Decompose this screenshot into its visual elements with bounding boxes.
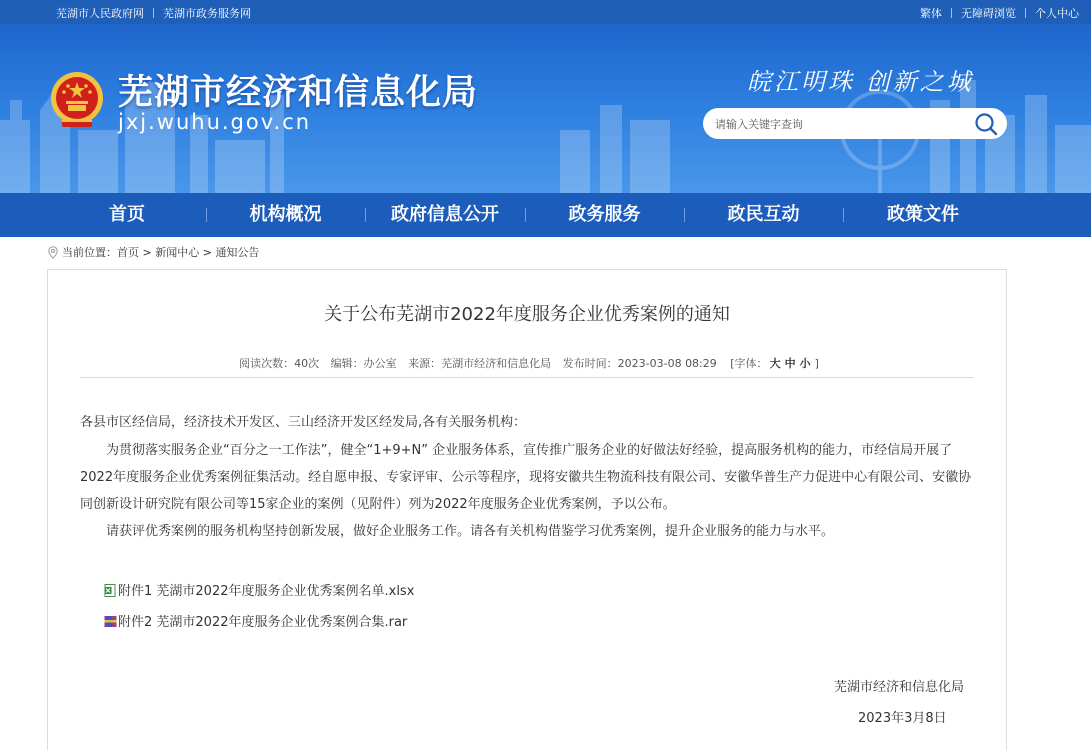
article-paragraph: 为贯彻落实服务企业“百分之一工作法”，健全“1+9+N” 企业服务体系，宣传推广服务企业的好做法好经验，提高服务机构的能力，市经信局开展了2022年度服务企业优秀案例征集活动。经自愿申报、专家评审、公示等程序，现将安徽共生物流科技有限公司、安徽华普生产力促进中心有限公司、安徽协同创新设计研究院有限公司等15家企业的案例（见附件）列为2022年度服务企业优秀案例，予以公布。 [80, 443, 972, 512]
attachment-2-label: 附件2 芜湖市2022年度服务企业优秀案例合集.rar [118, 615, 408, 630]
font-size-small[interactable]: 小 [799, 357, 811, 370]
nav-item-policy[interactable]: 政策文件 [887, 204, 959, 225]
attachment-link-xlsx[interactable] [104, 583, 414, 601]
breadcrumb [48, 245, 259, 261]
search-input[interactable] [715, 115, 965, 133]
view-count: 阅读次数：40次 [239, 357, 320, 370]
font-size-suffix: ] [814, 357, 819, 370]
font-size-prefix: [字体： [730, 357, 768, 370]
article-salutation: 各县市区经信局，经济技术开发区、三山经济开发区经发局,各有关服务机构： [80, 415, 527, 430]
breadcrumb-news-center[interactable]: 新闻中心 [155, 246, 200, 259]
nav-item-interaction[interactable]: 政民互动 [727, 204, 800, 225]
signature-date: 2023年3月8日 [858, 711, 947, 726]
link-government-services[interactable]: 芜湖市政务服务网 [163, 7, 251, 20]
top-utility-bar [0, 0, 1091, 24]
site-header [0, 0, 1091, 193]
article-container [47, 269, 1007, 750]
publish-time: 发布时间：2023-03-08 08:29 [562, 357, 717, 370]
rar-archive-icon [104, 615, 117, 628]
breadcrumb-notices[interactable]: 通知公告 [215, 246, 260, 259]
location-pin-icon [48, 246, 58, 259]
breadcrumb-home[interactable]: 首页 [117, 246, 139, 259]
nav-item-home[interactable]: 首页 [109, 204, 145, 225]
link-traditional-chinese[interactable]: 繁体 [920, 7, 942, 20]
city-slogan: 皖江明珠 创新之城 [747, 68, 974, 96]
link-city-government[interactable]: 芜湖市人民政府网 [56, 7, 144, 20]
nav-item-info-disclosure[interactable]: 政府信息公开 [391, 204, 499, 225]
search-icon[interactable] [973, 111, 999, 137]
link-personal-center[interactable]: 个人中心 [1035, 7, 1079, 20]
main-nav [0, 193, 1091, 237]
article-title: 关于公布芜湖市2022年度服务企业优秀案例的通知 [324, 304, 730, 325]
nav-item-services[interactable]: 政务服务 [568, 204, 641, 225]
site-title: 芜湖市经济和信息化局 [118, 73, 479, 113]
divider [951, 8, 952, 18]
excel-file-icon [104, 584, 117, 597]
breadcrumb-prefix: 当前位置： [62, 246, 117, 259]
site-domain: jxj.wuhu.gov.cn [118, 110, 312, 134]
article-meta [48, 355, 1006, 371]
attachment-1-label: 附件1 芜湖市2022年度服务企业优秀案例名单.xlsx [118, 584, 415, 599]
search-box [703, 108, 1007, 139]
editor: 编辑：办公室 [330, 357, 397, 370]
link-accessibility[interactable]: 无障碍浏览 [961, 7, 1016, 20]
signature-org: 芜湖市经济和信息化局 [834, 680, 965, 695]
divider [1025, 8, 1026, 18]
article-paragraph: 请获评优秀案例的服务机构坚持创新发展，做好企业服务工作。请各有关机构借鉴学习优秀案例，提升企业服务的能力与水平。 [106, 524, 835, 539]
font-size-medium[interactable]: 中 [784, 357, 796, 370]
national-emblem-logo [48, 70, 106, 132]
breadcrumb-separator: > [202, 246, 212, 259]
attachment-link-rar[interactable] [104, 614, 407, 632]
title-divider [80, 377, 974, 378]
breadcrumb-separator: > [142, 246, 152, 259]
divider [153, 8, 154, 18]
nav-item-about[interactable]: 机构概况 [249, 204, 322, 225]
source: 来源：芜湖市经济和信息化局 [408, 357, 552, 370]
font-size-large[interactable]: 大 [769, 357, 781, 370]
